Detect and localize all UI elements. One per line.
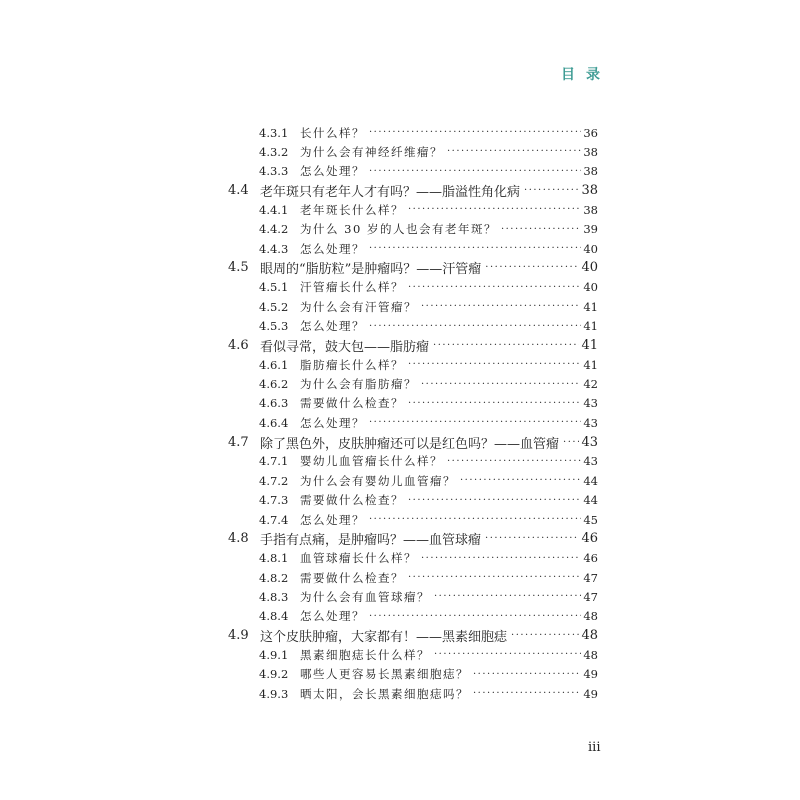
toc-entry-number: 4.5.2 bbox=[259, 299, 289, 314]
toc-entry-page: 46 bbox=[583, 551, 598, 566]
toc-entry-number: 4.9 bbox=[228, 628, 249, 644]
toc-entry-page: 43 bbox=[583, 396, 598, 411]
toc-entry[interactable] bbox=[259, 587, 598, 606]
toc-entry-page: 44 bbox=[583, 473, 598, 488]
toc-entry[interactable] bbox=[259, 278, 598, 297]
toc-entry-title: 为什么 30 岁的人也会有老年斑？ bbox=[300, 222, 497, 237]
toc-entry[interactable] bbox=[228, 181, 598, 200]
toc-entry[interactable] bbox=[259, 239, 598, 258]
toc-leader-dots bbox=[369, 123, 581, 142]
toc-entry-page: 40 bbox=[583, 241, 598, 256]
toc-entry-title: 怎么处理？ bbox=[300, 319, 365, 333]
toc-leader-dots bbox=[485, 258, 579, 277]
toc-entry-number: 4.9.2 bbox=[259, 667, 289, 682]
toc-entry-title: 脂肪瘤长什么样？ bbox=[300, 357, 404, 372]
toc-entry[interactable] bbox=[259, 394, 598, 413]
page-header-title: 目录 bbox=[561, 67, 611, 83]
toc-entry-page: 49 bbox=[583, 686, 598, 701]
toc-entry-page: 45 bbox=[583, 512, 598, 527]
toc-leader-dots bbox=[460, 471, 581, 490]
toc-entry-title: 需要做什么检查？ bbox=[300, 396, 404, 411]
toc-entry-number: 4.8 bbox=[228, 531, 249, 547]
toc-entry-number: 4.6.3 bbox=[259, 396, 289, 411]
toc-entry[interactable] bbox=[259, 413, 598, 432]
toc-entry-number: 4.8.4 bbox=[259, 609, 289, 624]
toc-entry-page: 47 bbox=[583, 570, 598, 585]
toc-entry-page: 48 bbox=[583, 647, 598, 662]
toc-entry[interactable] bbox=[259, 162, 598, 181]
toc-leader-dots bbox=[369, 510, 581, 529]
toc-leader-dots bbox=[524, 181, 579, 200]
toc-entry[interactable] bbox=[259, 123, 598, 142]
toc-entry-number: 4.3.1 bbox=[259, 125, 289, 140]
toc-leader-dots bbox=[511, 626, 579, 645]
toc-entry-page: 41 bbox=[581, 337, 598, 353]
toc-leader-dots bbox=[408, 394, 581, 413]
toc-entry-page: 41 bbox=[583, 299, 598, 314]
toc-entry-title: 手指有点痛，是肿瘤吗？——血管球瘤 bbox=[260, 533, 482, 549]
toc-entry-page: 40 bbox=[581, 260, 598, 276]
toc-leader-dots bbox=[408, 491, 581, 510]
toc-entry-page: 36 bbox=[583, 125, 598, 140]
toc-entry-number: 4.5.1 bbox=[259, 280, 289, 295]
toc-entry-title: 黑素细胞痣长什么样？ bbox=[300, 647, 430, 662]
toc-leader-dots bbox=[473, 684, 581, 703]
page-number: iii bbox=[588, 740, 601, 755]
toc-leader-dots bbox=[434, 645, 581, 664]
toc-entry-page: 48 bbox=[581, 628, 598, 644]
toc-leader-dots bbox=[421, 375, 581, 394]
toc-entry[interactable] bbox=[259, 317, 598, 336]
toc-entry[interactable] bbox=[259, 568, 598, 587]
toc-entry-title: 怎么处理？ bbox=[300, 609, 365, 624]
toc-entry-number: 4.4.2 bbox=[259, 222, 289, 237]
toc-entry-number: 4.4.3 bbox=[259, 241, 289, 256]
toc-entry-title: 晒太阳，会长黑素细胞痣吗？ bbox=[300, 686, 469, 701]
toc-entry-title: 这个皮肤肿瘤，大家都有！——黑素细胞痣 bbox=[260, 630, 508, 646]
toc-entry[interactable] bbox=[259, 142, 598, 161]
toc-entry-title: 怎么处理？ bbox=[300, 164, 365, 179]
toc-entry-page: 42 bbox=[583, 377, 598, 392]
toc-leader-dots bbox=[421, 297, 581, 316]
toc-entry-title: 眼周的“脂肪粒”是肿瘤吗？——汗管瘤 bbox=[260, 262, 482, 278]
toc-leader-dots bbox=[501, 220, 581, 239]
toc-entry-page: 38 bbox=[583, 164, 598, 179]
toc-entry-page: 41 bbox=[583, 319, 598, 333]
toc-entry[interactable] bbox=[228, 529, 598, 548]
toc-entry-page: 39 bbox=[583, 222, 598, 237]
toc-entry-title: 需要做什么检查？ bbox=[300, 570, 404, 585]
toc-entry-number: 4.9.1 bbox=[259, 647, 289, 662]
toc-entry-number: 4.3.3 bbox=[259, 164, 289, 179]
toc-entry[interactable] bbox=[259, 510, 598, 529]
toc-leader-dots bbox=[563, 433, 579, 452]
toc-entry[interactable] bbox=[259, 645, 598, 664]
toc-leader-dots bbox=[408, 278, 581, 297]
toc-entry[interactable] bbox=[259, 297, 598, 316]
toc-entry-number: 4.7 bbox=[228, 434, 249, 450]
toc-leader-dots bbox=[433, 336, 579, 355]
toc-entry[interactable] bbox=[259, 220, 598, 239]
toc-entry-title: 怎么处理？ bbox=[300, 415, 365, 430]
toc-entry[interactable] bbox=[228, 336, 598, 355]
toc-entry[interactable] bbox=[228, 626, 598, 645]
toc-entry-title: 婴幼儿血管瘤长什么样？ bbox=[300, 454, 443, 469]
toc-entry-page: 40 bbox=[583, 280, 598, 295]
toc-entry-number: 4.7.2 bbox=[259, 473, 289, 488]
toc-entry[interactable] bbox=[259, 200, 598, 219]
toc-entry-number: 4.6.4 bbox=[259, 415, 289, 430]
toc-entry-number: 4.8.2 bbox=[259, 570, 289, 585]
toc-entry-title: 汗管瘤长什么样？ bbox=[300, 280, 404, 295]
toc-entry-title: 哪些人更容易长黑素细胞痣？ bbox=[300, 667, 469, 682]
toc-leader-dots bbox=[434, 587, 581, 606]
toc-leader-dots bbox=[369, 607, 581, 626]
toc-entry[interactable] bbox=[259, 452, 598, 471]
toc-entry-title: 血管球瘤长什么样？ bbox=[300, 551, 417, 566]
toc-entry-page: 46 bbox=[581, 531, 598, 547]
toc-leader-dots bbox=[408, 568, 581, 587]
toc-leader-dots bbox=[421, 549, 581, 568]
toc-entry-title: 为什么会有血管球瘤？ bbox=[300, 589, 430, 604]
toc-leader-dots bbox=[408, 200, 581, 219]
toc-entry-number: 4.4.1 bbox=[259, 202, 289, 217]
toc-entry-number: 4.5.3 bbox=[259, 319, 289, 333]
toc-leader-dots bbox=[369, 317, 581, 336]
toc-entry-title: 为什么会有汗管瘤？ bbox=[300, 299, 417, 314]
toc-entry[interactable] bbox=[228, 258, 598, 277]
toc-entry[interactable] bbox=[259, 491, 598, 510]
toc-entry-number: 4.9.3 bbox=[259, 686, 289, 701]
toc-entry-number: 4.7.4 bbox=[259, 512, 289, 527]
toc-leader-dots bbox=[485, 529, 579, 548]
toc-entry[interactable] bbox=[259, 375, 598, 394]
toc-entry[interactable] bbox=[259, 684, 598, 703]
toc-leader-dots bbox=[369, 162, 581, 181]
toc-entry[interactable] bbox=[259, 471, 598, 490]
toc-entry-number: 4.6 bbox=[228, 337, 249, 353]
toc-entry-title: 老年斑长什么样？ bbox=[300, 202, 404, 217]
toc-entry-page: 47 bbox=[583, 589, 598, 604]
toc-entry-number: 4.7.3 bbox=[259, 493, 289, 508]
toc-entry-title: 怎么处理？ bbox=[300, 512, 365, 527]
toc-entry[interactable] bbox=[259, 355, 598, 374]
toc-entry[interactable] bbox=[259, 665, 598, 684]
toc-entry-title: 为什么会有婴幼儿血管瘤？ bbox=[300, 473, 456, 488]
toc-entry-title: 怎么处理？ bbox=[300, 241, 365, 256]
toc-entry-page: 43 bbox=[583, 415, 598, 430]
toc-entry-page: 38 bbox=[583, 202, 598, 217]
toc-entry-number: 4.8.1 bbox=[259, 551, 289, 566]
toc-entry-title: 长什么样？ bbox=[300, 125, 365, 140]
toc-entry-number: 4.3.2 bbox=[259, 144, 289, 159]
toc-leader-dots bbox=[447, 452, 581, 471]
toc-entry-number: 4.6.1 bbox=[259, 357, 289, 372]
toc-entry-page: 49 bbox=[583, 667, 598, 682]
toc-entry-title: 老年斑只有老年人才有吗？——脂溢性角化病 bbox=[260, 185, 521, 201]
toc-entry-page: 48 bbox=[583, 609, 598, 624]
toc-entry-page: 44 bbox=[583, 493, 598, 508]
toc-leader-dots bbox=[408, 355, 581, 374]
toc-entry-title: 除了黑色外，皮肤肿瘤还可以是红色吗？——血管瘤 bbox=[260, 436, 560, 452]
toc-leader-dots bbox=[369, 239, 581, 258]
toc-entry-number: 4.4 bbox=[228, 183, 249, 199]
toc-entry-title: 看似寻常，鼓大包——脂肪瘤 bbox=[260, 339, 430, 355]
toc-entry-title: 为什么会有神经纤维瘤？ bbox=[300, 144, 443, 159]
toc-entry[interactable] bbox=[259, 607, 598, 626]
toc-entry-title: 为什么会有脂肪瘤？ bbox=[300, 377, 417, 392]
toc-entry[interactable] bbox=[228, 433, 598, 452]
toc-entry-page: 43 bbox=[581, 434, 598, 450]
toc-entry-page: 41 bbox=[583, 357, 598, 372]
toc-leader-dots bbox=[447, 142, 581, 161]
toc-entry-number: 4.5 bbox=[228, 260, 249, 276]
toc-entry-title: 需要做什么检查？ bbox=[300, 493, 404, 508]
toc-entry-number: 4.8.3 bbox=[259, 589, 289, 604]
toc-entry-number: 4.7.1 bbox=[259, 454, 289, 469]
toc-entry-page: 43 bbox=[583, 454, 598, 469]
toc-leader-dots bbox=[369, 413, 581, 432]
toc-entry-page: 38 bbox=[583, 144, 598, 159]
toc-entry-page: 38 bbox=[581, 183, 598, 199]
toc-entry-number: 4.6.2 bbox=[259, 377, 289, 392]
toc-leader-dots bbox=[473, 665, 581, 684]
toc-entry[interactable] bbox=[259, 549, 598, 568]
